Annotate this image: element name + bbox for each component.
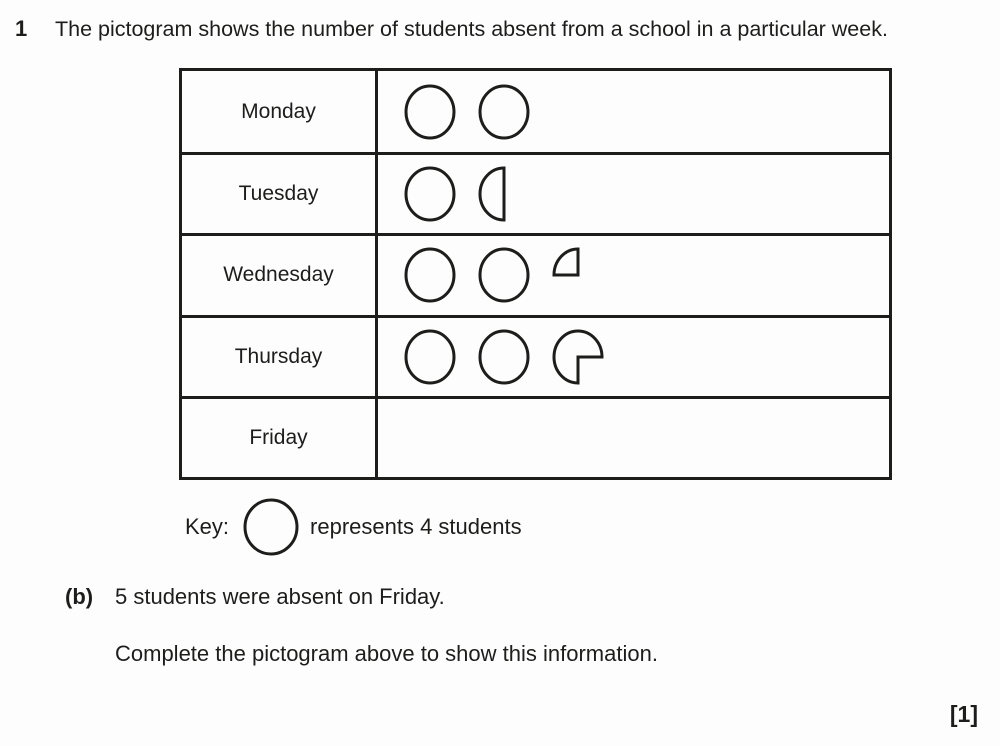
three-quarter-circle-icon — [554, 331, 602, 383]
question-number: 1 — [15, 16, 28, 41]
pictogram-row — [182, 233, 889, 314]
symbols-cell — [378, 399, 889, 477]
pictogram-row — [182, 315, 889, 396]
marks-badge: [1] — [949, 701, 978, 727]
pictogram-key — [185, 497, 522, 557]
part-b-label: (b) — [65, 584, 94, 609]
key-circle-icon — [242, 497, 300, 557]
day-label: Wednesday — [182, 236, 378, 314]
full-circle-icon — [480, 331, 528, 383]
question-intro: The pictogram shows the number of students absent from a school in a particular week. — [55, 17, 888, 41]
day-label: Thursday — [182, 318, 378, 396]
part-b-line — [65, 584, 445, 610]
day-label: Tuesday — [182, 155, 378, 233]
pictogram-table — [179, 68, 892, 480]
day-label: Monday — [182, 71, 378, 152]
pictogram-row — [182, 71, 889, 152]
half-circle-icon — [480, 168, 504, 220]
pictogram-row — [182, 152, 889, 233]
question-line — [15, 16, 990, 42]
circle-symbols-icon — [402, 326, 642, 388]
circle-symbols-icon — [402, 163, 642, 225]
symbols-cell — [378, 155, 889, 233]
part-b-statement: 5 students were absent on Friday. — [115, 584, 445, 609]
full-circle-icon — [406, 86, 454, 138]
full-circle-icon — [406, 168, 454, 220]
full-circle-icon — [480, 249, 528, 301]
key-label: Key: — [185, 514, 230, 539]
symbols-cell — [378, 71, 889, 152]
full-circle-icon — [406, 331, 454, 383]
quarter-circle-icon — [554, 249, 578, 275]
pictogram-row — [182, 396, 889, 477]
day-label: Friday — [182, 399, 378, 477]
part-b-instruction: Complete the pictogram above to show this information. — [115, 641, 658, 666]
circle-symbols-icon — [402, 407, 642, 469]
full-circle-icon — [406, 249, 454, 301]
circle-symbols-icon — [402, 244, 642, 306]
key-text: represents 4 students — [310, 514, 522, 539]
circle-symbols-icon — [402, 81, 642, 143]
symbols-cell — [378, 318, 889, 396]
symbols-cell — [378, 236, 889, 314]
full-circle-icon — [480, 86, 528, 138]
